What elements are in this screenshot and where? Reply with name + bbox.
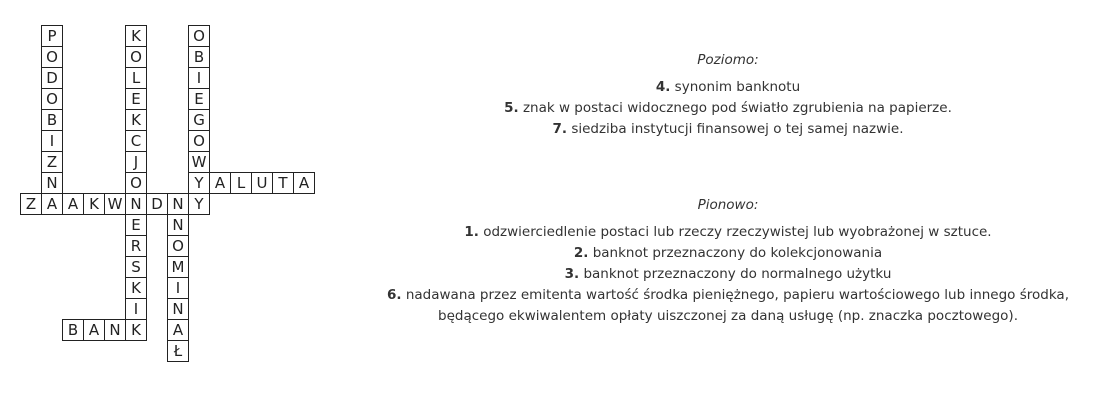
cell-letter: I [196,69,202,87]
crossword-cell [41,109,63,131]
clue-number: 4. [655,79,671,95]
cell-letter: A [67,195,79,213]
crossword-cell [167,340,189,362]
cell-letter: Ł [173,342,183,360]
cell-letter: W [107,195,123,213]
crossword-cell [188,151,210,173]
crossword-cell [125,130,147,152]
cell-letter: N [109,321,121,339]
cell-letter: N [172,300,184,318]
crossword-cell [125,235,147,257]
crossword-cell [41,88,63,110]
cell-letter: B [46,111,58,129]
crossword-cell [188,109,210,131]
cell-letter: W [191,153,207,171]
crossword-cell [188,25,210,47]
clue-across-4 [378,77,1078,98]
clue-text: znak w postaci widocznego pod światło zgrubienia na papierze. [522,100,952,116]
crossword-cell [188,193,210,215]
cell-letter: N [172,195,184,213]
crossword-cell [62,193,84,215]
crossword-cell [293,172,315,194]
cell-letter: P [47,27,57,45]
cell-letter: N [130,195,142,213]
cell-letter: M [171,258,185,276]
crossword-cell [125,46,147,68]
crossword-cell [188,172,210,194]
crossword-cell [104,193,126,215]
clue-text: synonim banknotu [674,79,801,95]
crossword-cell [188,130,210,152]
clue-down-3 [378,264,1078,285]
cell-letter: L [131,69,141,87]
cell-letter: B [193,48,205,66]
clue-down-1 [378,222,1078,243]
cell-letter: C [130,132,142,150]
cell-letter: D [46,69,58,87]
crossword-cell [125,67,147,89]
cell-letter: K [131,279,141,297]
clue-number: 5. [504,100,519,116]
clue-text: siedziba instytucji finansowej o tej samej nazwie. [571,121,904,137]
crossword-cell [188,88,210,110]
cell-letter: I [49,132,55,150]
cell-letter: I [133,300,139,318]
clue-text: banknot przeznaczony do normalnego użytku [583,266,892,282]
clue-number: 2. [573,245,589,261]
crossword-cell [83,319,105,341]
crossword-cell [125,298,147,320]
cell-letter: O [46,90,58,108]
cell-letter: G [193,111,205,129]
cell-letter: K [131,111,141,129]
cell-letter: N [172,216,184,234]
cell-letter: O [46,48,58,66]
cell-letter: L [236,174,246,192]
crossword-cell [41,46,63,68]
crossword-cell [251,172,273,194]
crossword-cell [125,214,147,236]
cell-letter: T [278,174,288,192]
cell-letter: S [131,258,141,276]
cell-letter: A [46,195,58,213]
crossword-cell [146,193,168,215]
crossword-cell [41,130,63,152]
crossword-cell [104,319,126,341]
cell-letter: A [298,174,310,192]
crossword-cell [62,319,84,341]
crossword-cell [83,193,105,215]
crossword-cell [20,193,42,215]
cell-letter: O [172,237,184,255]
cell-letter: N [46,174,58,192]
clue-number: 7. [552,121,568,137]
down-clues [378,195,1078,327]
crossword-cell [188,46,210,68]
crossword-cell [41,172,63,194]
clue-down-2 [378,243,1078,264]
clue-text: nadawana przez emitenta wartość środka pieniężnego, papieru wartościowego lub innego środka, będącego ekwiwalentem opłaty uiszczonej za daną usługę (np. znaczka pocztowego). [405,287,1069,324]
clue-text: odzwierciedlenie postaci lub rzeczy rzeczywistej lub wyobrażonej w sztuce. [483,224,992,240]
cell-letter: O [193,132,205,150]
clue-down-6 [378,285,1078,327]
crossword-cell [272,172,294,194]
cell-letter: K [89,195,99,213]
crossword-cell [167,277,189,299]
cell-letter: Y [194,195,204,213]
crossword-cell [230,172,252,194]
clue-number: 3. [564,266,580,282]
crossword-cell [188,67,210,89]
cell-letter: A [88,321,100,339]
crossword-cell [209,172,231,194]
cell-letter: E [131,90,141,108]
cell-letter: E [131,216,141,234]
cell-letter: D [151,195,163,213]
cell-letter: O [193,27,205,45]
crossword-cell [167,319,189,341]
crossword-cell [167,235,189,257]
cell-letter: B [67,321,79,339]
crossword-cell [167,214,189,236]
crossword-cell [125,151,147,173]
crossword-cell [125,172,147,194]
cell-letter: Y [194,174,204,192]
crossword-cell [167,193,189,215]
crossword-cell [125,88,147,110]
cell-letter: A [214,174,226,192]
clue-across-7 [378,119,1078,140]
cell-letter: O [130,174,142,192]
crossword-cell [41,67,63,89]
across-clues [378,50,1078,140]
cell-letter: Z [46,153,58,171]
crossword-cell [125,277,147,299]
clue-across-5 [378,98,1078,119]
crossword-cell [125,25,147,47]
across-heading: Poziomo: [697,52,759,68]
crossword-cell [125,319,147,341]
cell-letter: U [256,174,268,192]
cell-letter: K [131,321,141,339]
cell-letter: K [131,27,141,45]
clue-number: 1. [464,224,479,240]
crossword-cell [125,193,147,215]
crossword-cell [167,298,189,320]
cell-letter: A [172,321,184,339]
cell-letter: O [130,48,142,66]
cell-letter: R [130,237,142,255]
clue-text: banknot przeznaczony do kolekcjonowania [592,245,883,261]
down-heading: Pionowo: [697,197,759,213]
crossword-cell [41,25,63,47]
cell-letter: J [133,153,139,171]
cell-letter: E [194,90,204,108]
crossword-grid [0,0,340,403]
cell-letter: I [175,279,181,297]
cell-letter: Z [25,195,37,213]
crossword-cell [125,109,147,131]
crossword-cell [167,256,189,278]
clue-number: 6. [387,287,402,303]
crossword-cell [125,256,147,278]
crossword-cell [41,193,63,215]
crossword-cell [41,151,63,173]
